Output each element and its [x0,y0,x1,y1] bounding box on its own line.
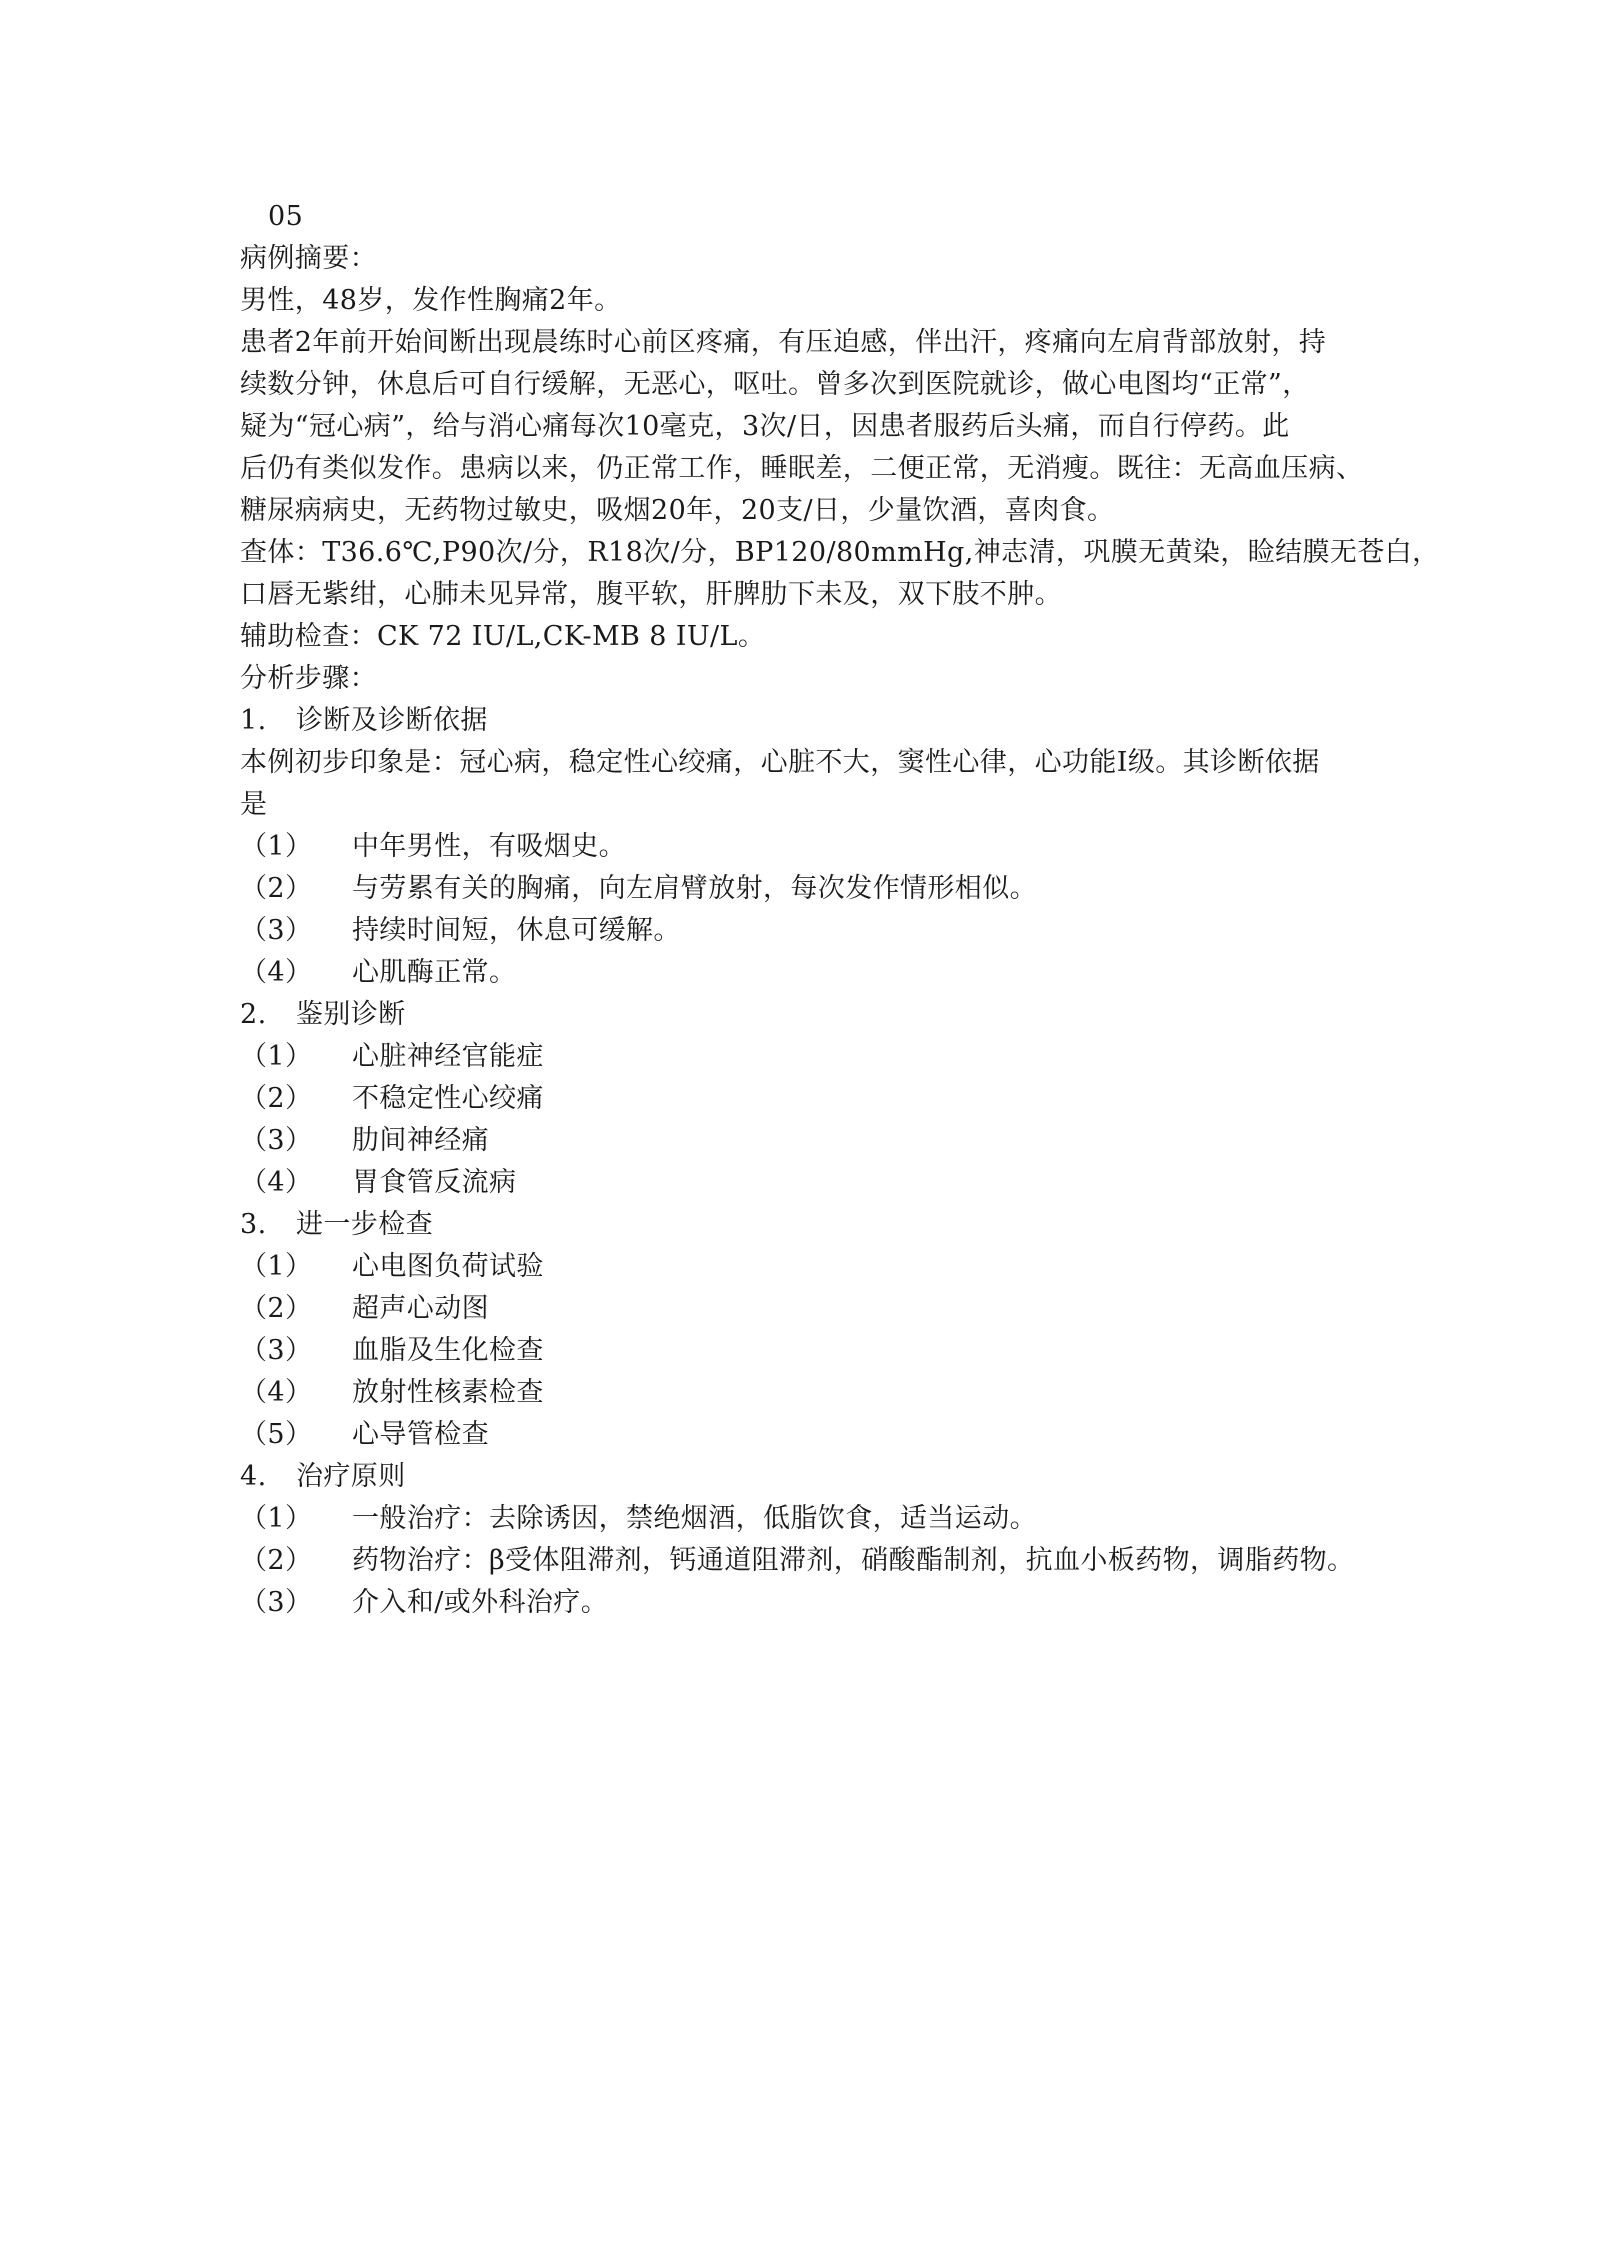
list-item-text: 肋间神经痛 [352,1125,489,1156]
list-item-text: 心导管检查 [352,1419,489,1450]
section-intro-line: 本例初步印象是：冠心病，稳定性心绞痛，心脏不大，窦性心律，心功能Ⅰ级。其诊断依据 [240,747,1320,778]
list-item-text: 超声心动图 [352,1293,489,1324]
physical-exam-paragraph [240,532,1440,616]
list-item-index: （1） [240,831,313,862]
history-line: 患者2年前开始间断出现晨练时心前区疼痛，有压迫感，伴出汗，疼痛向左肩背部放射，持 [240,327,1327,358]
list-item [240,952,1370,994]
analysis-title: 分析步骤： [240,663,377,694]
list-item-index: （1） [240,1503,313,1534]
section-number: 3. [240,1209,267,1240]
history-line: 糖尿病病史，无药物过敏史，吸烟20年，20支/日，少量饮酒，喜肉食。 [240,495,1115,526]
section-further-examination [240,1204,1370,1456]
section-heading [240,994,1370,1036]
list-item-index: （3） [240,1125,313,1156]
list-item-index: （1） [240,1251,313,1282]
list-item-index: （2） [240,1293,313,1324]
list-item-text: 心电图负荷试验 [352,1251,544,1282]
exam-line: 口唇无紫绀，心肺未见异常，腹平软，肝脾肋下未及，双下肢不肿。 [240,579,1062,610]
list-item [240,1540,1370,1582]
list-item-text: 胃食管反流病 [352,1167,517,1198]
list-item [240,826,1370,868]
list-item [240,1288,1370,1330]
list-item-index: （3） [240,1587,313,1618]
lab-results: 辅助检查：CK 72 IU/L,CK-MB 8 IU/L。 [240,621,766,652]
list-item-text: 心肌酶正常。 [352,957,517,988]
list-item-text: 不稳定性心绞痛 [352,1083,544,1114]
list-item [240,910,1370,952]
list-item [240,1078,1370,1120]
page-number: 05 [268,201,304,232]
history-paragraph [240,322,1370,532]
list-item-text: 药物治疗：β受体阻滞剂，钙通道阻滞剂，硝酸酯制剂，抗血小板药物，调脂药物。 [352,1545,1355,1576]
history-line: 续数分钟，休息后可自行缓解，无恶心，呕吐。曾多次到医院就诊，做心电图均“正常”， [240,369,1310,400]
list-item [240,1414,1370,1456]
list-item-text: 介入和/或外科治疗。 [352,1587,609,1618]
list-item-index: （4） [240,1167,313,1198]
section-title: 鉴别诊断 [296,999,406,1030]
list-item-text: 中年男性，有吸烟史。 [352,831,626,862]
list-item-index: （5） [240,1419,313,1450]
exam-line: 查体：T36.6℃,P90次/分，R18次/分，BP120/80mmHg,神志清，巩膜无黄染，睑结膜无苍白， [240,537,1440,568]
section-heading [240,1456,1370,1498]
document-page [240,196,1440,1624]
list-item-index: （3） [240,915,313,946]
list-item [240,1246,1370,1288]
list-item [240,1498,1370,1540]
list-item [240,1582,1370,1624]
list-item [240,1120,1370,1162]
list-item-index: （2） [240,1545,313,1576]
section-number: 4. [240,1461,267,1492]
section-intro-line: 是 [240,789,268,820]
section-title: 治疗原则 [296,1461,406,1492]
history-line: 疑为“冠心病”，给与消心痛每次10毫克，3次/日，因患者服药后头痛，而自行停药。此 [240,411,1290,442]
list-item-index: （4） [240,957,313,988]
list-item [240,1162,1370,1204]
section-heading [240,1204,1370,1246]
list-item-text: 持续时间短，休息可缓解。 [352,915,681,946]
section-title: 诊断及诊断依据 [296,705,488,736]
list-item-index: （4） [240,1377,313,1408]
list-item-index: （2） [240,873,313,904]
section-heading [240,700,1370,742]
list-item [240,1372,1370,1414]
section-number: 2. [240,999,267,1030]
section-differential-diagnosis [240,994,1370,1204]
history-line: 后仍有类似发作。患病以来，仍正常工作，睡眠差，二便正常，无消瘦。既往：无高血压病、 [240,453,1364,484]
section-diagnosis [240,700,1370,994]
list-item-index: （3） [240,1335,313,1366]
list-item-index: （2） [240,1083,313,1114]
section-number: 1. [240,705,267,736]
summary-title: 病例摘要： [240,243,377,274]
section-title: 进一步检查 [296,1209,433,1240]
list-item-text: 与劳累有关的胸痛，向左肩臂放射，每次发作情形相似。 [352,873,1037,904]
chief-complaint: 男性，48岁，发作性胸痛2年。 [240,285,622,316]
list-item-index: （1） [240,1041,313,1072]
section-treatment-principles [240,1456,1370,1624]
list-item-text: 心脏神经官能症 [352,1041,544,1072]
list-item [240,1036,1370,1078]
list-item [240,1330,1370,1372]
list-item-text: 血脂及生化检查 [352,1335,544,1366]
list-item [240,868,1370,910]
list-item-text: 放射性核素检查 [352,1377,544,1408]
list-item-text: 一般治疗：去除诱因，禁绝烟酒，低脂饮食，适当运动。 [352,1503,1037,1534]
